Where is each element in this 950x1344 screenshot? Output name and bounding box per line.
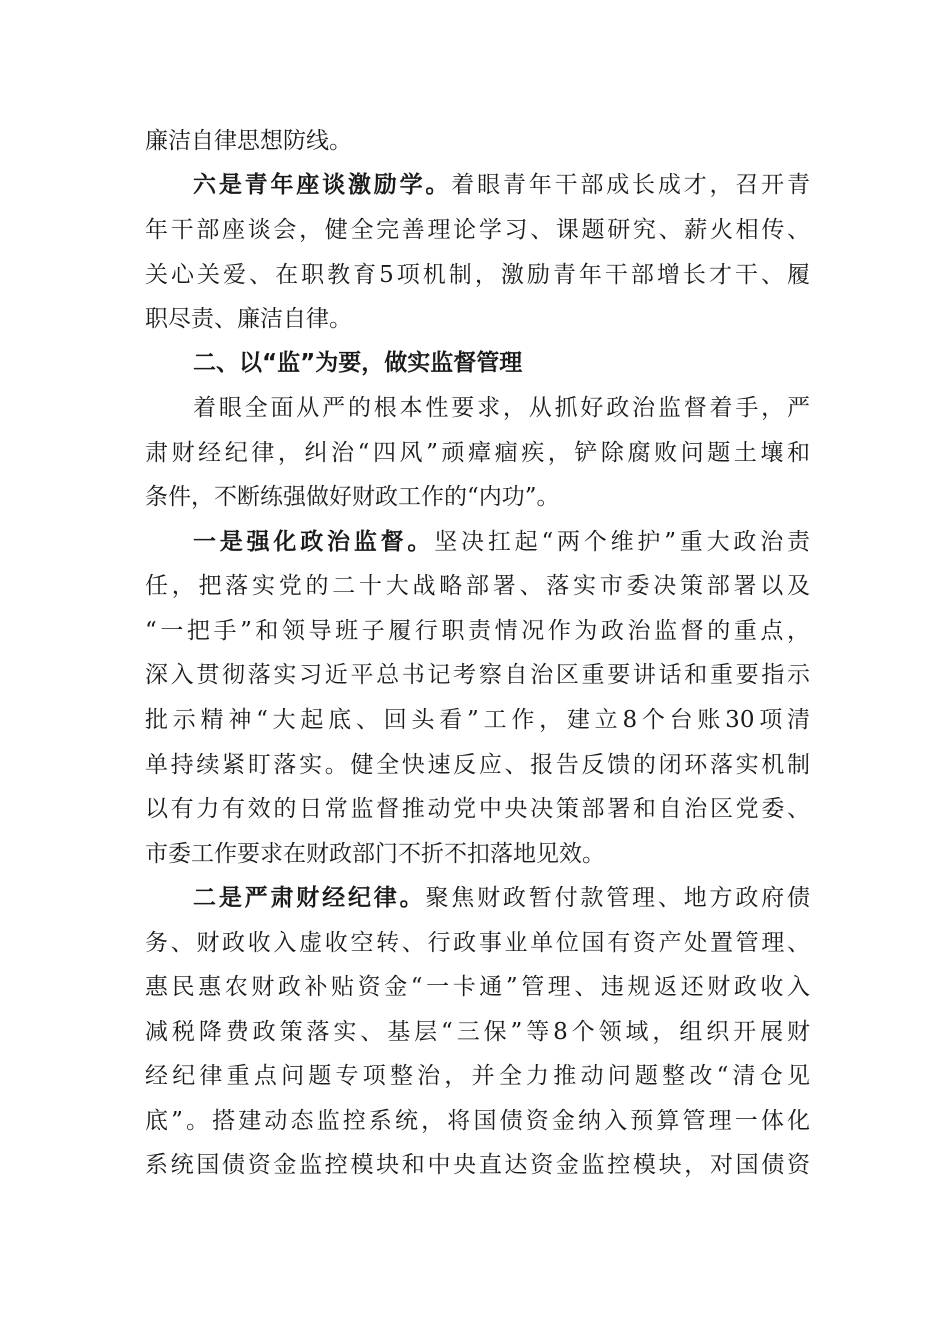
paragraph-line: 年干部座谈会，健全完善理论学习、课题研究、薪火相传、 [145,217,810,243]
paragraph-line: 经纪律重点问题专项整治，并全力推动问题整改“清仓见 [145,1063,810,1089]
paragraph-line: 一是强化政治监督。坚决扛起“两个维护”重大政治责 [193,528,810,555]
paragraph-line: 单持续紧盯落实。健全快速反应、报告反馈的闭环落实机制 [145,752,810,778]
paragraph-line: 六是青年座谈激励学。着眼青年干部成长成才，召开青 [193,171,811,198]
paragraph-line: 条件，不断练强做好财政工作的“内功”。 [145,484,560,510]
lead-phrase-youth: 六是青年座谈激励学。 [193,171,452,198]
paragraph-line: 以有力有效的日常监督推动党中央决策部署和自治区党委、 [145,796,810,822]
section-heading: 二、以“监”为要，做实监督管理 [193,350,523,376]
paragraph-line: 二是严肃财经纪律。聚焦财政暂付款管理、地方政府债 [193,884,811,911]
paragraph-line: “一把手”和领导班子履行职责情况作为政治监督的重点， [145,618,810,644]
paragraph-line: 惠民惠农财政补贴资金“一卡通”管理、违规返还财政收入 [145,974,810,1000]
paragraph-line: 底”。搭建动态监控系统，将国债资金纳入预算管理一体化 [145,1108,810,1134]
paragraph-line: 肃财经纪律，纠治“四风”顽瘴痼疾，铲除腐败问题土壤和 [145,440,810,466]
lead-phrase-political: 一是强化政治监督。 [193,528,435,555]
paragraph-line: 批示精神“大起底、回头看”工作，建立8个台账30项清 [145,707,810,733]
lead-phrase-discipline: 二是严肃财经纪律。 [193,884,426,911]
paragraph-line: 市委工作要求在财政部门不折不扣落地见效。 [145,841,605,867]
paragraph-line: 任，把落实党的二十大战略部署、落实市委决策部署以及 [145,573,810,599]
paragraph-line: 深入贯彻落实习近平总书记考察自治区重要讲话和重要指示 [145,662,810,688]
paragraph-line: 职尽责、廉洁自律。 [145,306,352,332]
paragraph-line: 系统国债资金监控模块和中央直达资金监控模块，对国债资 [145,1152,810,1178]
paragraph-line: 务、财政收入虚收空转、行政事业单位国有资产处置管理、 [145,930,810,956]
paragraph-line: 关心关爱、在职教育5项机制，激励青年干部增长才干、履 [145,262,810,288]
paragraph-line: 廉洁自律思想防线。 [145,128,352,154]
paragraph-line: 着眼全面从严的根本性要求，从抓好政治监督着手，严 [193,395,810,421]
paragraph-line: 减税降费政策落实、基层“三保”等8个领域，组织开展财 [145,1019,810,1045]
